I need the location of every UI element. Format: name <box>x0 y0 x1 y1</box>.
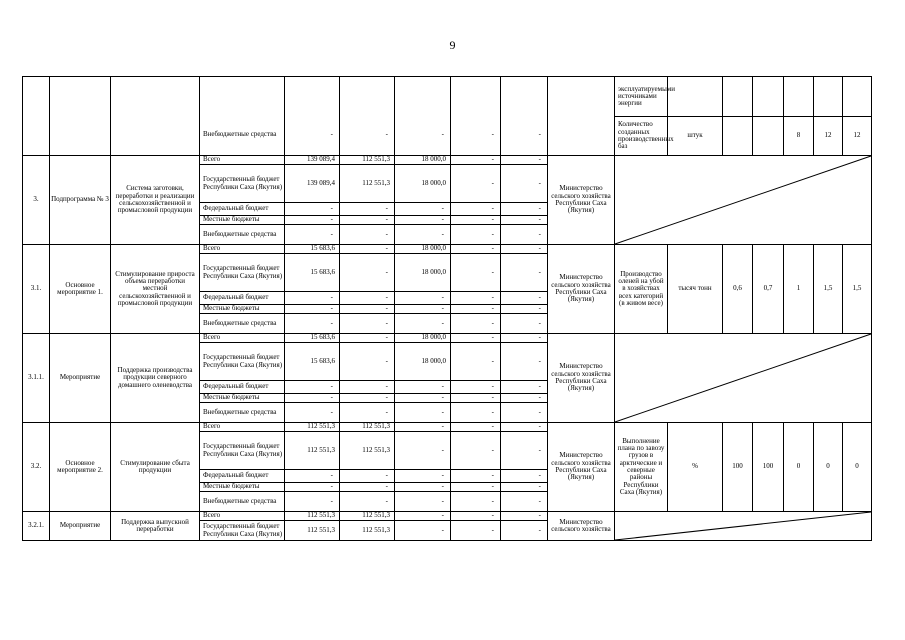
amount-cell: - <box>285 470 340 483</box>
source-federal: Федеральный бюджет <box>200 292 285 305</box>
amount-cell: - <box>395 423 451 432</box>
amount-cell: - <box>285 394 340 403</box>
item-kind: Мероприятие <box>50 512 111 541</box>
source-state: Государственный бюджет Республики Саха (Якутия) <box>200 343 285 381</box>
amount-cell: - <box>501 254 548 292</box>
amount-cell: - <box>501 305 548 314</box>
executor-cell: Министерство сельского хозяйства Республики Саха (Якутия) <box>548 156 615 245</box>
item-name: Стимулирование прироста объема переработки местной сельскохозяйственной и промысловой продукции <box>111 245 200 334</box>
amount-cell: - <box>395 305 451 314</box>
empty-diagonal-cell <box>615 334 872 423</box>
unit-cell: тысяч тонн <box>668 245 723 334</box>
amount-cell: - <box>451 203 501 216</box>
amount-cell: - <box>340 314 395 334</box>
unit-cell: штук <box>668 117 723 156</box>
amount-cell: - <box>395 483 451 492</box>
amount-cell: - <box>451 334 501 343</box>
amount-cell: - <box>501 343 548 381</box>
source-federal: Федеральный бюджет <box>200 203 285 216</box>
executor-cell: Министерство сельского хозяйства Республики Саха (Якутия) <box>548 423 615 512</box>
executor-cell: Министерство сельского хозяйства Республики Саха (Якутия) <box>548 334 615 423</box>
source-federal: Федеральный бюджет <box>200 470 285 483</box>
item-name: Система заготовки, переработки и реализации сельскохозяйственной и промысловой продукции <box>111 156 200 245</box>
amount-cell: - <box>395 381 451 394</box>
diagonal-line <box>615 156 871 244</box>
amount-cell: - <box>395 512 451 521</box>
amount-cell: - <box>501 156 548 165</box>
source-local: Местные бюджеты <box>200 394 285 403</box>
amount-cell: - <box>451 245 501 254</box>
value-cell: 8 <box>784 117 814 156</box>
executor-cell: Министерство сельского хозяйства <box>548 512 615 541</box>
amount-cell: 15 683,6 <box>285 254 340 292</box>
item-name: Поддержка производства продукции северного домашнего оленеводства <box>111 334 200 423</box>
amount-cell: 139 089,4 <box>285 156 340 165</box>
empty-cell <box>50 77 111 156</box>
amount-cell: 112 551,3 <box>340 423 395 432</box>
amount-cell: - <box>395 432 451 470</box>
executor-cell <box>548 77 615 156</box>
item-number: 3.1. <box>23 245 50 334</box>
amount-cell: - <box>451 225 501 245</box>
amount-cell: - <box>501 203 548 216</box>
amount-cell: 112 551,3 <box>285 512 340 521</box>
amount-cell: - <box>451 292 501 305</box>
source-total: Всего <box>200 512 285 521</box>
amount-cell: - <box>340 292 395 305</box>
item-number: 3.1.1. <box>23 334 50 423</box>
source-local: Местные бюджеты <box>200 216 285 225</box>
item-kind: Основное мероприятие 1. <box>50 245 111 334</box>
empty-diagonal-cell <box>615 156 872 245</box>
amount-cell: - <box>451 343 501 381</box>
amount-cell: - <box>501 470 548 483</box>
empty-cell <box>843 77 872 117</box>
item-number: 3.2. <box>23 423 50 512</box>
amount-cell: - <box>501 292 548 305</box>
amount-cell: 112 551,3 <box>340 521 395 541</box>
amount-cell: - <box>451 314 501 334</box>
indicator-cell: Производство оленей на убой в хозяйствах всех категорий (в живом весе) <box>615 245 668 334</box>
amount-cell: 18 000,0 <box>395 334 451 343</box>
amount-cell: - <box>340 470 395 483</box>
empty-cell <box>723 77 753 117</box>
amount-cell: 112 551,3 <box>285 432 340 470</box>
amount-cell: - <box>451 521 501 541</box>
executor-cell: Министерство сельского хозяйства Республики Саха (Якутия) <box>548 245 615 334</box>
empty-cell <box>784 77 814 117</box>
amount-cell: - <box>451 165 501 203</box>
amount-cell: - <box>395 314 451 334</box>
item-kind: Основное мероприятие 2. <box>50 423 111 512</box>
empty-cell: - <box>285 77 340 156</box>
value-cell: 1,5 <box>814 245 843 334</box>
amount-cell: - <box>501 314 548 334</box>
amount-cell: 15 683,6 <box>285 245 340 254</box>
amount-cell: - <box>340 381 395 394</box>
amount-cell: - <box>285 216 340 225</box>
amount-cell: - <box>340 216 395 225</box>
amount-cell: - <box>501 334 548 343</box>
item-kind: Мероприятие <box>50 334 111 423</box>
amount-cell: 18 000,0 <box>395 165 451 203</box>
amount-cell: - <box>451 432 501 470</box>
amount-cell: 112 551,3 <box>340 165 395 203</box>
item-name: Стимулирование сбыта продукции <box>111 423 200 512</box>
amount-cell: - <box>395 225 451 245</box>
empty-cell: - <box>395 77 451 156</box>
amount-cell: - <box>451 156 501 165</box>
amount-cell: 15 683,6 <box>285 343 340 381</box>
empty-cell <box>814 77 843 117</box>
empty-cell <box>23 77 50 156</box>
amount-cell: - <box>285 305 340 314</box>
amount-cell: - <box>340 254 395 292</box>
diagonal-line <box>615 512 871 540</box>
value-cell: 100 <box>753 423 784 512</box>
amount-cell: - <box>340 483 395 492</box>
amount-cell: 112 551,3 <box>285 521 340 541</box>
amount-cell: - <box>501 245 548 254</box>
value-cell <box>753 117 784 156</box>
amount-cell: - <box>501 521 548 541</box>
source-state: Государственный бюджет Республики Саха (Якутия) <box>200 432 285 470</box>
amount-cell: - <box>340 203 395 216</box>
amount-cell: - <box>501 381 548 394</box>
source-local: Местные бюджеты <box>200 483 285 492</box>
amount-cell: 112 551,3 <box>340 512 395 521</box>
value-cell: 12 <box>814 117 843 156</box>
source-federal: Федеральный бюджет <box>200 381 285 394</box>
amount-cell: - <box>395 403 451 423</box>
source-total: Всего <box>200 156 285 165</box>
value-cell: 100 <box>723 423 753 512</box>
source-total: Всего <box>200 334 285 343</box>
value-cell: 0 <box>843 423 872 512</box>
amount-cell: - <box>285 403 340 423</box>
amount-cell: - <box>501 403 548 423</box>
amount-cell: - <box>451 305 501 314</box>
value-cell: 12 <box>843 117 872 156</box>
amount-cell: - <box>395 292 451 305</box>
amount-cell: 112 551,3 <box>285 423 340 432</box>
amount-cell: - <box>395 203 451 216</box>
amount-cell: - <box>285 203 340 216</box>
amount-cell: - <box>451 483 501 492</box>
item-kind: Подпрограмма № 3 <box>50 156 111 245</box>
amount-cell: - <box>340 334 395 343</box>
amount-cell: - <box>285 314 340 334</box>
unit-cell: % <box>668 423 723 512</box>
value-cell: 1,5 <box>843 245 872 334</box>
amount-cell: - <box>395 521 451 541</box>
amount-cell: - <box>285 483 340 492</box>
amount-cell: 112 551,3 <box>340 156 395 165</box>
amount-cell: - <box>451 254 501 292</box>
value-cell <box>723 117 753 156</box>
indicator-cell: Выполнение плана по завозу грузов в арктические и северные районы Республики Саха (Якутия) <box>615 423 668 512</box>
empty-cell <box>668 77 723 117</box>
value-cell: 0,7 <box>753 245 784 334</box>
amount-cell: - <box>501 394 548 403</box>
amount-cell: - <box>501 216 548 225</box>
amount-cell: 15 683,6 <box>285 334 340 343</box>
amount-cell: 18 000,0 <box>395 254 451 292</box>
amount-cell: - <box>395 394 451 403</box>
amount-cell: - <box>501 225 548 245</box>
empty-diagonal-cell <box>615 512 872 541</box>
amount-cell: - <box>501 423 548 432</box>
amount-cell: 18 000,0 <box>395 343 451 381</box>
amount-cell: - <box>451 381 501 394</box>
amount-cell: - <box>451 216 501 225</box>
source-extra: Внебюджетные средства <box>200 492 285 512</box>
amount-cell: - <box>501 432 548 470</box>
value-cell: 0,6 <box>723 245 753 334</box>
amount-cell: - <box>340 245 395 254</box>
source-total: Всего <box>200 423 285 432</box>
empty-cell: - <box>340 77 395 156</box>
amount-cell: - <box>340 343 395 381</box>
amount-cell: - <box>340 492 395 512</box>
diagonal-line <box>615 334 871 422</box>
amount-cell: - <box>395 470 451 483</box>
page-number: 9 <box>449 38 456 52</box>
item-number: 3.2.1. <box>23 512 50 541</box>
amount-cell: 18 000,0 <box>395 156 451 165</box>
source-local: Местные бюджеты <box>200 305 285 314</box>
table-row <box>23 512 872 521</box>
amount-cell: - <box>285 225 340 245</box>
source-state: Государственный бюджет Республики Саха (Якутия) <box>200 165 285 203</box>
amount-cell: 18 000,0 <box>395 245 451 254</box>
value-cell: 0 <box>814 423 843 512</box>
indicator-cell: Количество созданных производственных баз <box>615 117 668 156</box>
amount-cell: - <box>395 216 451 225</box>
empty-cell: - <box>501 77 548 156</box>
amount-cell: - <box>501 492 548 512</box>
table-row <box>23 423 872 432</box>
empty-cell <box>753 77 784 117</box>
source-state: Государственный бюджет Республики Саха (Якутия) <box>200 254 285 292</box>
table-row <box>23 334 872 343</box>
amount-cell: - <box>285 492 340 512</box>
source-extra: Внебюджетные средства <box>200 225 285 245</box>
source-state: Государственный бюджет Республики Саха (Якутия) <box>200 521 285 541</box>
source-extra: Внебюджетные средства <box>200 314 285 334</box>
source-total: Всего <box>200 245 285 254</box>
amount-cell: - <box>451 423 501 432</box>
value-cell: 0 <box>784 423 814 512</box>
amount-cell: - <box>395 492 451 512</box>
amount-cell: - <box>451 470 501 483</box>
empty-cell <box>111 77 200 156</box>
amount-cell: - <box>501 483 548 492</box>
amount-cell: - <box>501 165 548 203</box>
amount-cell: - <box>285 381 340 394</box>
indicator-cell: эксплуатируемыми источниками энергии <box>615 77 668 117</box>
amount-cell: - <box>340 403 395 423</box>
amount-cell: - <box>340 305 395 314</box>
amount-cell: - <box>451 403 501 423</box>
amount-cell: 112 551,3 <box>340 432 395 470</box>
amount-cell: - <box>285 292 340 305</box>
amount-cell: - <box>451 512 501 521</box>
table-row <box>23 156 872 165</box>
value-cell: 1 <box>784 245 814 334</box>
source-cell: Внебюджетные средства <box>200 77 285 156</box>
amount-cell: - <box>340 394 395 403</box>
amount-cell: - <box>340 225 395 245</box>
program-financing-table <box>22 76 872 541</box>
table-row <box>23 77 872 117</box>
item-name: Поддержка выпускной переработки <box>111 512 200 541</box>
amount-cell: - <box>501 512 548 521</box>
amount-cell: - <box>451 394 501 403</box>
source-extra: Внебюджетные средства <box>200 403 285 423</box>
item-number: 3. <box>23 156 50 245</box>
amount-cell: 139 089,4 <box>285 165 340 203</box>
empty-cell: - <box>451 77 501 156</box>
table-row <box>23 245 872 254</box>
amount-cell: - <box>451 492 501 512</box>
